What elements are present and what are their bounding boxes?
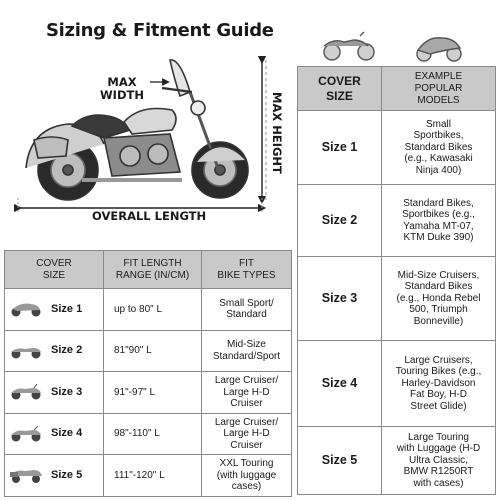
header-cover-size: COVER SIZE [5, 251, 104, 289]
table-row [298, 185, 496, 257]
table-row [5, 289, 292, 331]
range-value: 81"90" L [104, 330, 202, 372]
bike-type: Large Cruiser/ Large H-D Cruiser [202, 372, 292, 414]
header-bike-types: FIT BIKE TYPES [202, 251, 292, 289]
bike-type: Large Cruiser/ Large H-D Cruiser [202, 413, 292, 455]
header-fit-length: FIT LENGTH RANGE (IN/CM) [104, 251, 202, 289]
table-row [298, 111, 496, 185]
page-title: Sizing & Fitment Guide [46, 20, 274, 41]
model-examples: Large Touring with Luggage (H-D Ultra Classic, BMW R1250RT with cases) [382, 427, 496, 495]
size-label: Size 4 [298, 341, 382, 427]
table-row [298, 341, 496, 427]
bike-type: XXL Touring (with luggage cases) [202, 455, 292, 497]
size-label: Size 4 [51, 427, 83, 440]
bike-type: Small Sport/ Standard [202, 289, 292, 331]
size-label: Size 2 [51, 344, 83, 357]
table-row [298, 257, 496, 341]
header-example-models: EXAMPLE POPULAR MODELS [382, 67, 496, 111]
table-row [5, 330, 292, 372]
bike-icons [320, 28, 470, 64]
header-cover-size: COVER SIZE [298, 67, 382, 111]
range-value: 98"-110" L [104, 413, 202, 455]
model-examples: Standard Bikes, Sportbikes (e.g., Yamaha MT-07, KTM Duke 390) [382, 185, 496, 257]
cruiser-icon [324, 32, 374, 60]
fit-length-table [4, 250, 292, 497]
touring-icon [9, 467, 43, 483]
size-label: Size 5 [51, 468, 83, 481]
size-label: Size 5 [298, 427, 382, 495]
size-label: Size 3 [51, 385, 83, 398]
range-value: 91"-97" L [104, 372, 202, 414]
model-examples: Large Cruisers, Touring Bikes (e.g., Harley-Davidson Fat Boy, H-D Street Glide) [382, 341, 496, 427]
table-row [5, 413, 292, 455]
table-row [298, 427, 496, 495]
sportbike-icon [9, 301, 43, 317]
max-height-label: MAX HEIGHT [270, 92, 285, 174]
sportbike-icon [417, 38, 461, 61]
cruiser-icon [9, 384, 43, 400]
bike-type: Mid-Size Standard/Sport [202, 330, 292, 372]
overall-length-label: OVERALL LENGTH [92, 209, 207, 223]
table-row [5, 455, 292, 497]
range-value: 111"-120" L [104, 455, 202, 497]
size-label: Size 3 [298, 257, 382, 341]
table-row [5, 372, 292, 414]
model-examples: Small Sportbikes, Standard Bikes (e.g., Kawasaki Ninja 400) [382, 111, 496, 185]
max-width-label: MAX WIDTH [100, 75, 144, 103]
cruiser-icon [9, 426, 43, 442]
size-label: Size 2 [298, 185, 382, 257]
size-label: Size 1 [298, 111, 382, 185]
size-label: Size 1 [51, 302, 83, 315]
range-value: up to 80" L [104, 289, 202, 331]
model-examples: Mid-Size Cruisers, Standard Bikes (e.g., Honda Rebel 500, Triumph Bonneville) [382, 257, 496, 341]
cruiser-icon [9, 343, 43, 359]
popular-models-table [297, 66, 496, 495]
motorcycle-diagram [12, 52, 288, 238]
